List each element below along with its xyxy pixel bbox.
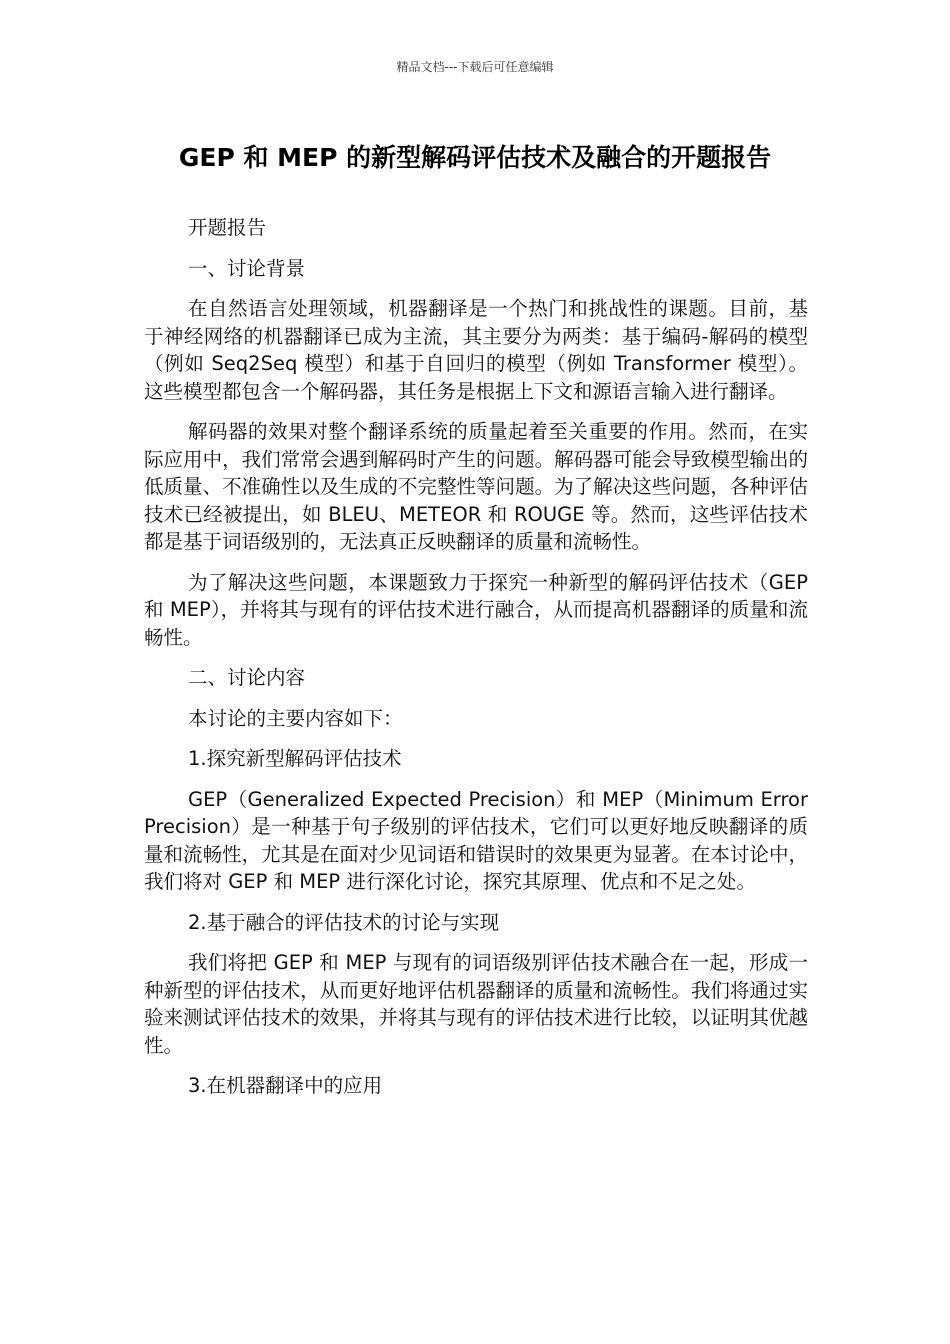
item-heading-1: 1.探究新型解码评估技术 xyxy=(188,747,402,770)
section-heading-background: 一、讨论背景 xyxy=(188,256,306,280)
paragraph-item-1: GEP（Generalized Expected Precision）和 MEP（Minimum Error Precision）是一种基于句子级别的评估技术，它们可以更好地反映翻译的质量和流畅性，尤其是在面对少见词语和错误时的效果更为显著。在本讨论中，我们将对 GEP 和 MEP 进行深化讨论，探究其原理、优点和不足之处。 xyxy=(144,787,808,893)
paragraph-background-1: 在自然语言处理领域，机器翻译是一个热门和挑战性的课题。目前，基于神经网络的机器翻译已成为主流，其主要分为两类：基于编码-解码的模型（例如 Seq2Seq 模型）和基于自回归的模型（例如 Transformer 模型）。这些模型都包含一个解码器，其任务是根据上下文和源语言输入进行翻译。 xyxy=(144,297,808,403)
page-header-watermark: 精品文档---下载后可任意编辑 xyxy=(396,60,554,74)
document-body xyxy=(144,214,808,1113)
paragraph-background-2: 解码器的效果对整个翻译系统的质量起着至关重要的作用。然而，在实际应用中，我们常常会遇到解码时产生的问题。解码器可能会导致模型输出的低质量、不准确性以及生成的不完整性等问题。为了解决这些问题，各种评估技术已经被提出，如 BLEU、METEOR 和 ROUGE 等。然而，这些评估技术都是基于词语级别的，无法真正反映翻译的质量和流畅性。 xyxy=(144,420,808,553)
section-heading-content: 二、讨论内容 xyxy=(188,666,306,689)
item-heading-2: 2.基于融合的评估技术的讨论与实现 xyxy=(188,910,500,934)
document-title: GEP 和 MEP 的新型解码评估技术及融合的开题报告 xyxy=(178,143,772,172)
paragraph-background-3: 为了解决这些问题，本课题致力于探究一种新型的解码评估技术（GEP 和 MEP），并将其与现有的评估技术进行融合，从而提高机器翻译的质量和流畅性。 xyxy=(144,570,808,649)
item-heading-3: 3.在机器翻译中的应用 xyxy=(188,1074,383,1097)
paragraph-item-2: 我们将把 GEP 和 MEP 与现有的词语级别评估技术融合在一起，形成一种新型的评估技术，从而更好地评估机器翻译的质量和流畅性。我们将通过实验来测试评估技术的效果，并将其与现有的评估技术进行比较，以证明其优越性。 xyxy=(144,951,808,1057)
report-label: 开题报告 xyxy=(188,216,267,239)
content-intro: 本讨论的主要内容如下： xyxy=(188,706,403,730)
